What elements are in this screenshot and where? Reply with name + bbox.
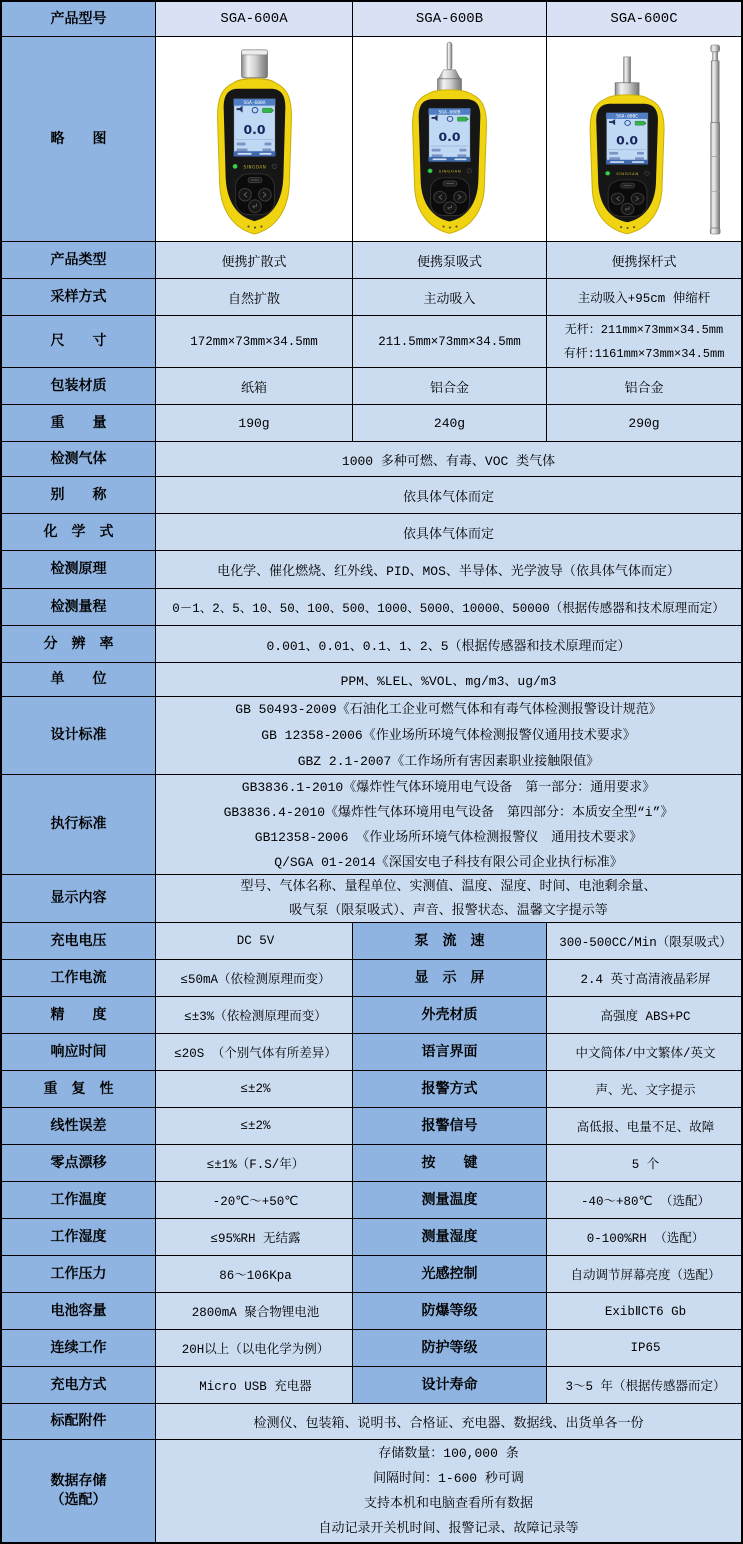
spec-label: 充电方式 [2, 1367, 156, 1404]
battery-icon [635, 121, 644, 125]
spec-value: 高强度 ABS+PC [547, 997, 741, 1034]
spec-label: 化 学 式 [2, 514, 156, 551]
spec-label: 精 度 [2, 997, 156, 1034]
brand-text: SINGOAN [438, 168, 462, 174]
detector-body [413, 90, 487, 234]
spec-label: 电池容量 [2, 1293, 156, 1330]
screen-reading-value: 0.0 [616, 133, 639, 148]
spec-label: 执行标准 [2, 775, 156, 875]
right-key [259, 188, 272, 201]
spec-label: 外壳材质 [353, 997, 547, 1034]
spec-label: 语言界面 [353, 1034, 547, 1071]
spec-label: 采样方式 [2, 279, 156, 316]
keypad [608, 180, 647, 217]
spec-value: 240g [353, 405, 547, 442]
standard-line: GBZ 2.1-2007《工作场所有害因素职业接触限值》 [297, 753, 600, 769]
table-row-header [2, 2, 741, 37]
screen-model-text: SGA-600C [616, 114, 639, 120]
table-row-working-current-display [2, 960, 741, 997]
sketch-label: 略 图 [2, 37, 156, 242]
standard-line: GB 12358-2006《作业场所环境气体检测报警仪通用技术要求》 [261, 727, 636, 743]
spec-value: 依具体气体而定 [156, 514, 741, 551]
spec-value [547, 316, 741, 368]
spec-label: 防护等级 [353, 1330, 547, 1367]
spec-label: 工作电流 [2, 960, 156, 997]
power-button-icon [272, 164, 277, 169]
display-content-line: 型号、气体名称、量程单位、实测值、温度、湿度、时间、电池剩余量、 [240, 878, 657, 894]
spec-label: 设计标准 [2, 697, 156, 775]
spec-label: 设计寿命 [353, 1367, 547, 1404]
status-led [428, 169, 433, 173]
spec-value: 0-100%RH （选配） [547, 1219, 741, 1256]
spec-label: 显示内容 [2, 875, 156, 923]
left-key [239, 188, 252, 201]
spec-label: 报警方式 [353, 1071, 547, 1108]
spec-value: IP65 [547, 1330, 741, 1367]
product-image-cell-c [547, 37, 741, 242]
spec-value: 便携泵吸式 [353, 242, 547, 279]
table-row-display-content [2, 875, 741, 923]
status-led [605, 171, 610, 175]
standard-line: GB3836.4-2010《爆炸性气体环境用电气设备 第四部分：本质安全型“i”》 [223, 804, 674, 820]
table-row-detection-range [2, 589, 741, 626]
spec-label: 按 键 [353, 1145, 547, 1182]
data-storage-line: 自动记录开关机时间、报警记录、故障记录等 [318, 1521, 579, 1536]
standard-line: GB3836.1-2010《爆炸性气体环境用电气设备 第一部分：通用要求》 [241, 779, 656, 795]
spec-label: 充电电压 [2, 923, 156, 960]
spec-value: 0－1、2、5、10、50、100、500、1000、5000、10000、50000（根据传感器和技术原理而定） [156, 589, 741, 626]
spec-label: 工作压力 [2, 1256, 156, 1293]
screen-reading-value: 0.0 [438, 130, 461, 144]
table-row-charging-method-design-life [2, 1367, 741, 1404]
data-storage-line: 支持本机和电脑查看所有数据 [363, 1496, 533, 1511]
spec-value: -40～+80℃ （选配） [547, 1182, 741, 1219]
spec-value [156, 1440, 741, 1542]
spec-value: 1000 多种可燃、有毒、VOC 类气体 [156, 442, 741, 477]
product-image-cell-b [353, 37, 547, 242]
table-row-detected-gas [2, 442, 741, 477]
pump-probe-icon [615, 57, 639, 97]
table-row-working-temp-measure-temp [2, 1182, 741, 1219]
spec-value: 172mm×73mm×34.5mm [156, 316, 353, 368]
spec-label: 尺 寸 [2, 316, 156, 368]
spec-label: 线性误差 [2, 1108, 156, 1145]
spec-label: 防爆等级 [353, 1293, 547, 1330]
spec-value: ≤±2% [156, 1108, 353, 1145]
data-storage-label-line1: 数据存储 [50, 1473, 107, 1489]
table-row-product-type [2, 242, 741, 279]
dimension-without-rod: 无杆：211mm×73mm×34.5mm [564, 322, 724, 337]
table-row-detection-principle [2, 551, 741, 589]
table-row-design-standards [2, 697, 741, 775]
spec-label: 测量温度 [353, 1182, 547, 1219]
spec-value: PPM、%LEL、%VOL、mg/m3、ug/m3 [156, 663, 741, 697]
spec-value: 便携扩散式 [156, 242, 353, 279]
table-row-alias [2, 477, 741, 514]
spec-value [156, 875, 741, 923]
spec-value: ≤95%RH 无结露 [156, 1219, 353, 1256]
spec-value: DC 5V [156, 923, 353, 960]
table-row-accuracy-housing [2, 997, 741, 1034]
table-row-execution-standards [2, 775, 741, 875]
detector-body [590, 95, 664, 234]
spec-value: 5 个 [547, 1145, 741, 1182]
spec-label: 泵 流 速 [353, 923, 547, 960]
table-row-dimensions [2, 316, 741, 368]
spec-value: 3～5 年（根据传感器而定） [547, 1367, 741, 1404]
spec-value: 211.5mm×73mm×34.5mm [353, 316, 547, 368]
spec-value: 主动吸入+95cm 伸缩杆 [547, 279, 741, 316]
table-row-sampling-method [2, 279, 741, 316]
spec-label: 分 辨 率 [2, 626, 156, 663]
spec-value: 2800mA 聚合物锂电池 [156, 1293, 353, 1330]
power-button-icon [645, 171, 650, 175]
table-row-standard-accessories [2, 1404, 741, 1440]
spec-value: ≤20S （个别气体有所差异） [156, 1034, 353, 1071]
spec-label: 重 复 性 [2, 1071, 156, 1108]
table-row-sketch [2, 37, 741, 242]
brand-text: SINGOAN [243, 164, 267, 170]
table-row-working-pressure-light-control [2, 1256, 741, 1293]
screen-model-text: SGA-600A [243, 101, 266, 107]
display-content-line: 吸气泵（限泵吸式）、声音、报警状态、温馨文字提示等 [289, 902, 608, 918]
table-row-continuous-work-protection [2, 1330, 741, 1367]
spec-value: 自然扩散 [156, 279, 353, 316]
spec-value: Micro USB 充电器 [156, 1367, 353, 1404]
spec-value: 便携探杆式 [547, 242, 741, 279]
spec-label: 标配附件 [2, 1404, 156, 1440]
spec-value: 高低报、电量不足、故障 [547, 1108, 741, 1145]
spec-label: 工作温度 [2, 1182, 156, 1219]
spec-value: 声、光、文字提示 [547, 1071, 741, 1108]
spec-value: 290g [547, 405, 741, 442]
spec-value: 86～106Kpa [156, 1256, 353, 1293]
power-button-icon [467, 169, 472, 173]
spec-value: -20℃～+50℃ [156, 1182, 353, 1219]
screen-model-text: SGA-600B [438, 110, 461, 116]
spec-label: 检测量程 [2, 589, 156, 626]
status-led [233, 164, 238, 169]
keypad [431, 178, 470, 216]
spec-label [2, 1440, 156, 1542]
dimension-with-rod: 有杆:1161mm×73mm×34.5mm [563, 346, 725, 361]
sga-600a-illustration [156, 37, 352, 241]
data-storage-line: 存储数量：100,000 条 [378, 1446, 519, 1461]
spec-label: 零点漂移 [2, 1145, 156, 1182]
spec-value: 依具体气体而定 [156, 477, 741, 514]
spec-value: 2.4 英寸高清液晶彩屏 [547, 960, 741, 997]
spec-value: 自动调节屏幕亮度（选配） [547, 1256, 741, 1293]
spec-value: 铝合金 [547, 368, 741, 405]
spec-value: ≤±3%（依检测原理而变） [156, 997, 353, 1034]
spec-value: ≤±2% [156, 1071, 353, 1108]
table-row-repeatability-alarm-mode [2, 1071, 741, 1108]
table-row-units [2, 663, 741, 697]
spec-value: 电化学、催化燃烧、红外线、PID、MOS、半导体、光学波导（依具体气体而定） [156, 551, 741, 589]
table-row-chemical-formula [2, 514, 741, 551]
spec-label: 测量湿度 [353, 1219, 547, 1256]
detector-body [218, 79, 292, 234]
spec-label: 显 示 屏 [353, 960, 547, 997]
table-row-weight [2, 405, 741, 442]
spec-value [156, 775, 741, 875]
table-row-linearity-alarm-signal [2, 1108, 741, 1145]
spec-value [156, 697, 741, 775]
spec-label: 单 位 [2, 663, 156, 697]
spec-value: 铝合金 [353, 368, 547, 405]
model-name-sga-600b: SGA-600B [353, 2, 547, 37]
battery-icon [457, 117, 466, 121]
spec-value: 检测仪、包装箱、说明书、合格证、充电器、数据线、出货单各一份 [156, 1404, 741, 1440]
spec-label: 报警信号 [353, 1108, 547, 1145]
spec-label: 包装材质 [2, 368, 156, 405]
model-name-sga-600a: SGA-600A [156, 2, 353, 37]
spec-label: 别 称 [2, 477, 156, 514]
standard-line: Q/SGA 01-2014《深国安电子科技有限公司企业执行标准》 [274, 854, 623, 870]
data-storage-line: 间隔时间：1-600 秒可调 [373, 1471, 524, 1486]
spec-label: 重 量 [2, 405, 156, 442]
pump-probe-icon [438, 42, 462, 92]
keypad [236, 174, 275, 215]
model-name-sga-600c: SGA-600C [547, 2, 741, 37]
spec-value: ≤50mA（依检测原理而变） [156, 960, 353, 997]
sga-600c-illustration [547, 37, 741, 241]
screen-reading-value: 0.0 [243, 122, 266, 138]
table-row-resolution [2, 626, 741, 663]
spec-value: 纸箱 [156, 368, 353, 405]
table-row-charge-voltage-pump-flow [2, 923, 741, 960]
brand-text: SINGOAN [616, 172, 639, 177]
table-row-response-time-language [2, 1034, 741, 1071]
battery-icon [262, 108, 271, 112]
table-row-zero-drift-buttons [2, 1145, 741, 1182]
sga-600b-illustration [353, 37, 546, 241]
table-row-data-storage [2, 1440, 741, 1542]
product-model-label: 产品型号 [2, 2, 156, 37]
data-storage-label-line2: （选配） [50, 1492, 107, 1508]
spec-value: ≤±1%（F.S/年） [156, 1145, 353, 1182]
spec-value: 190g [156, 405, 353, 442]
spec-value: 0.001、0.01、0.1、1、2、5（根据传感器和技术原理而定） [156, 626, 741, 663]
spec-label: 检测原理 [2, 551, 156, 589]
standard-line: GB12358-2006 《作业场所环境气体检测报警仪 通用技术要求》 [254, 829, 643, 845]
spec-value: 20H以上（以电化学为例） [156, 1330, 353, 1367]
table-row-working-humidity-measure-humidity [2, 1219, 741, 1256]
spec-label: 连续工作 [2, 1330, 156, 1367]
spec-label: 工作湿度 [2, 1219, 156, 1256]
spec-value: 中文简体/中文繁体/英文 [547, 1034, 741, 1071]
spec-value: 主动吸入 [353, 279, 547, 316]
spec-label: 光感控制 [353, 1256, 547, 1293]
standard-line: GB 50493-2009《石油化工企业可燃气体和有毒气体检测报警设计规范》 [235, 701, 662, 717]
spec-label: 检测气体 [2, 442, 156, 477]
telescopic-rod-icon [710, 45, 720, 234]
table-row-battery-explosion-proof [2, 1293, 741, 1330]
spec-label: 响应时间 [2, 1034, 156, 1071]
product-image-cell-a [156, 37, 353, 242]
spec-value: ExibⅡCT6 Gb [547, 1293, 741, 1330]
spec-label: 产品类型 [2, 242, 156, 279]
sensor-cap-icon [242, 50, 268, 78]
table-row-packaging [2, 368, 741, 405]
spec-value: 300-500CC/Min（限泵吸式） [547, 923, 741, 960]
